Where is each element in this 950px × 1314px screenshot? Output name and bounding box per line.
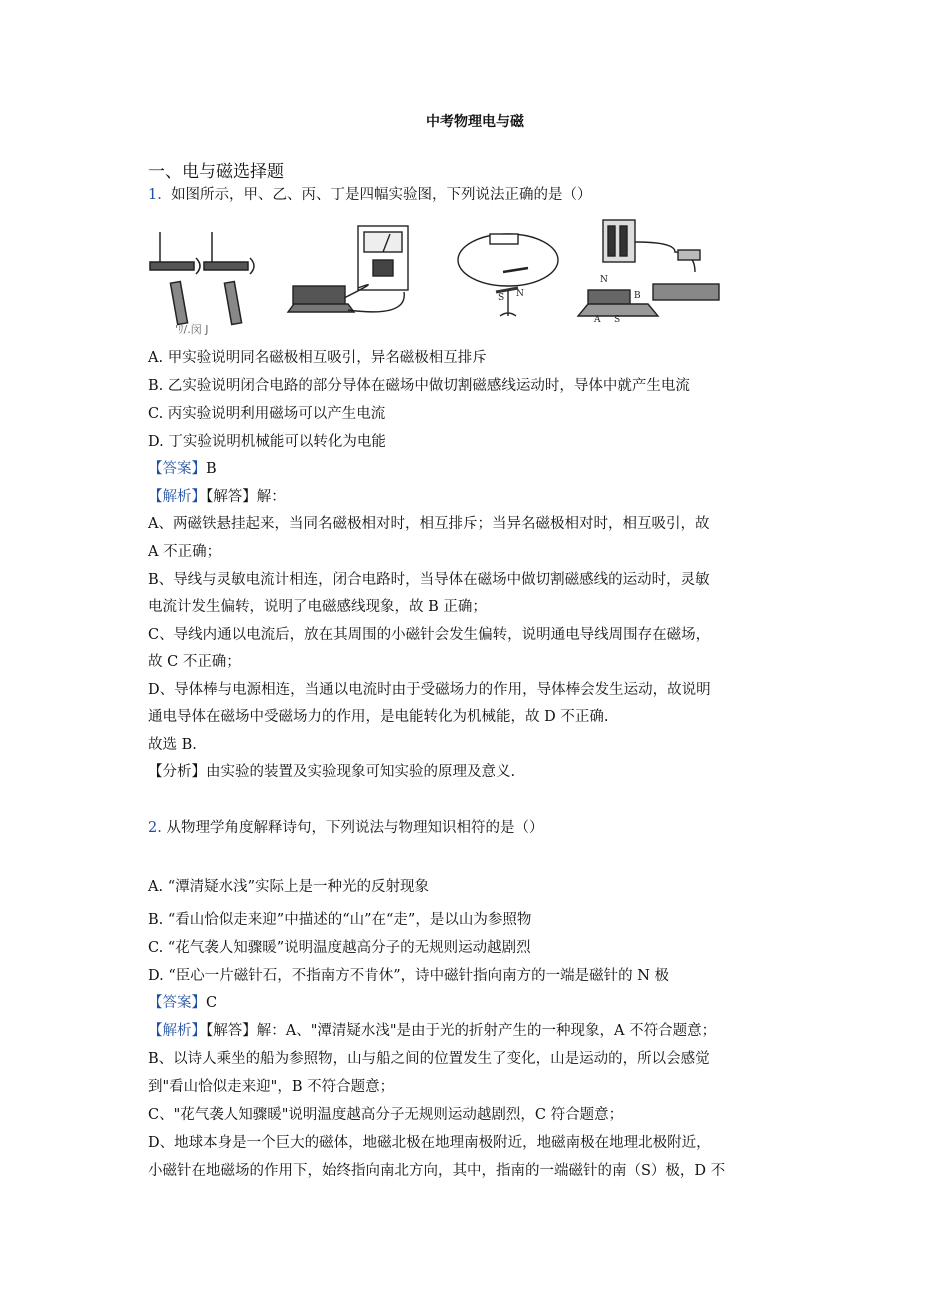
figure-caption: 'ﾘ/.闵 J xyxy=(175,323,209,336)
question-1-option-a: A. 甲实验说明同名磁极相互吸引，异名磁极相互排斥 xyxy=(148,350,487,366)
question-1-analysis-head xyxy=(148,487,286,507)
svg-text:A: A xyxy=(594,315,601,325)
question-2-answer xyxy=(148,993,217,1013)
analysis-line: 通电导体在磁场中受磁场力的作用，是电能转化为机械能，故 D 不正确. xyxy=(148,709,609,725)
svg-text:S: S xyxy=(498,293,505,303)
answer-value: C xyxy=(206,995,218,1011)
question-1-stem xyxy=(148,185,592,205)
analysis-line: A 不正确； xyxy=(148,544,222,560)
analysis-line: B、以诗人乘坐的船为参照物，山与船之间的位置发生了变化，山是运动的，所以会感觉 xyxy=(148,1051,710,1067)
analysis-line: D、导体棒与电源相连，当通以电流时由于受磁场力的作用，导体棒会发生运动，故说明 xyxy=(148,682,711,698)
svg-text:N: N xyxy=(516,289,524,299)
question-1-option-b: B. 乙实验说明闭合电路的部分导体在磁场中做切割磁感线运动时，导体中就产生电流 xyxy=(148,378,690,394)
analysis-head: 【解答】解： xyxy=(206,489,286,505)
analysis-line: 故选 B. xyxy=(148,737,197,753)
question-2-option-a: A. “潭清疑水浅”实际上是一种光的反射现象 xyxy=(148,879,430,895)
analysis-line: 小磁针在地磁场的作用下，始终指向南北方向，其中，指南的一端磁针的南（S）极，D 不 xyxy=(148,1163,726,1179)
question-2-text: 从物理学角度解释诗句，下列说法与物理知识相符的是（） xyxy=(166,820,544,836)
analysis-first: 【解答】解：A、"潭清疑水浅"是由于光的折射产生的一种现象，A 不符合题意； xyxy=(206,1023,717,1039)
analysis-line: C、"花气袭人知骤暖"说明温度越高分子无规则运动越剧烈，C 符合题意； xyxy=(148,1107,624,1123)
analysis-tag: 【解析】 xyxy=(148,1023,206,1039)
analysis-line: C、导线内通以电流后，放在其周围的小磁针会发生偏转，说明通电导线周围存在磁场， xyxy=(148,627,711,643)
galvanometer-diagram-yi xyxy=(288,226,408,312)
question-1-answer xyxy=(148,459,217,479)
answer-tag: 【答案】 xyxy=(148,461,206,477)
question-2-option-b: B. “看山恰似走来迎”中描述的“山”在“走”，是以山为参照物 xyxy=(148,912,532,928)
analysis-tag: 【解析】 xyxy=(148,489,206,505)
magnets-diagram-jia xyxy=(150,232,254,325)
question-1-number: 1. xyxy=(148,187,162,203)
question-1-option-c: C. 丙实验说明利用磁场可以产生电流 xyxy=(148,406,386,422)
question-2-number: 2. xyxy=(148,820,162,836)
svg-text:S: S xyxy=(614,315,621,325)
svg-text:N: N xyxy=(600,275,608,285)
analysis-line: 故 C 不正确； xyxy=(148,654,241,670)
question-2-option-d: D. “臣心一片磁针石，不指南方不肯休”，诗中磁针指向南方的一端是磁针的 N 极 xyxy=(148,968,670,984)
analysis-line: 电流计发生偏转，说明了电磁感线现象，故 B 正确； xyxy=(148,599,487,615)
question-1-fenxi: 【分析】由实验的装置及实验现象可知实验的原理及意义. xyxy=(148,764,516,780)
answer-value: B xyxy=(206,461,217,477)
svg-text:B: B xyxy=(634,291,641,301)
question-1-option-d: D. 丁实验说明机械能可以转化为电能 xyxy=(148,434,386,450)
analysis-line: B、导线与灵敏电流计相连，闭合电路时，当导体在磁场中做切割磁感线的运动时，灵敏 xyxy=(148,572,710,588)
page-title: 中考物理电与磁 xyxy=(426,114,524,130)
analysis-line: D、地球本身是一个巨大的磁体，地磁北极在地理南极附近，地磁南极在地理北极附近， xyxy=(148,1135,711,1151)
question-1-text: 如图所示，甲、乙、丙、丁是四幅实验图，下列说法正确的是（） xyxy=(171,187,592,203)
oersted-diagram-bing xyxy=(458,234,558,316)
question-2-analysis-head xyxy=(148,1021,716,1041)
motor-diagram-ding xyxy=(578,220,719,325)
experiment-figure xyxy=(148,212,728,340)
question-2-option-c: C. “花气袭人知骤暖”说明温度越高分子的无规则运动越剧烈 xyxy=(148,940,531,956)
analysis-line: A、两磁铁悬挂起来，当同名磁极相对时，相互排斥；当异名磁极相对时，相互吸引，故 xyxy=(148,516,710,532)
analysis-line: 到"看山恰似走来迎"，B 不符合题意； xyxy=(148,1079,395,1095)
question-2-stem xyxy=(148,818,543,838)
section-heading: 一、电与磁选择题 xyxy=(148,162,284,182)
answer-tag: 【答案】 xyxy=(148,995,206,1011)
